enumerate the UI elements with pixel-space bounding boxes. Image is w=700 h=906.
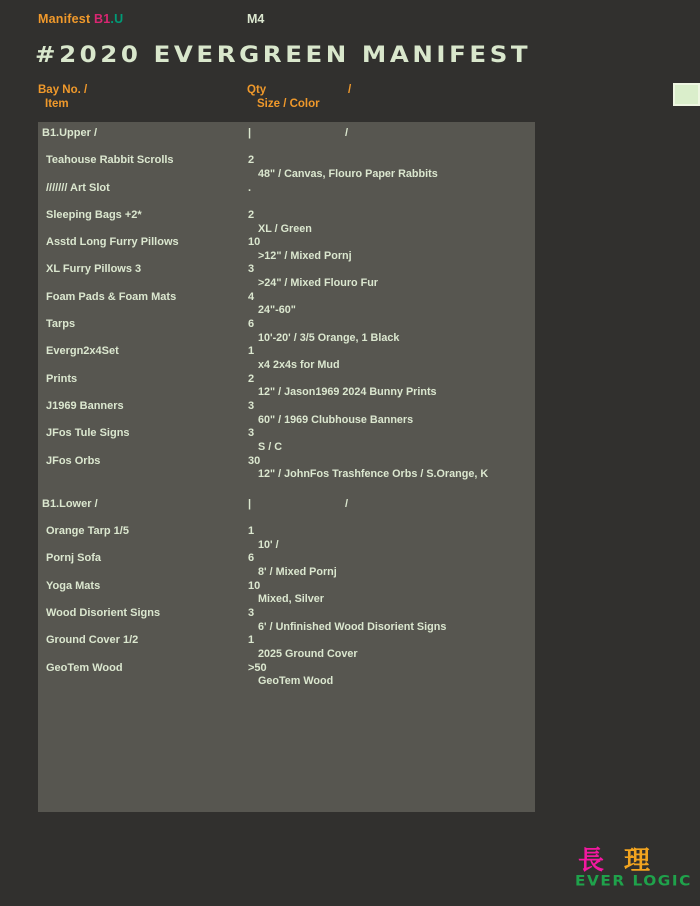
item-name: XL Furry Pillows 3 (46, 263, 142, 276)
table-row (38, 525, 535, 552)
table-row (38, 236, 535, 263)
table-row (38, 580, 535, 607)
section-header-row (38, 498, 535, 525)
item-size-color: >12" / Mixed Pornj (258, 249, 352, 262)
item-qty: 1 (248, 525, 255, 538)
item-size-color: 48" / Canvas, Flouro Paper Rabbits (258, 167, 438, 180)
item-qty: 2 (248, 154, 255, 167)
item-qty: 10 (248, 236, 261, 249)
item-size-color: x4 2x4s for Mud (258, 359, 340, 372)
item-size-color: XL / Green (258, 222, 312, 235)
corner-color-swatch (673, 83, 700, 106)
item-qty: . (248, 181, 252, 194)
item-size-color: 12" / Jason1969 2024 Bunny Prints (258, 386, 437, 399)
item-size-color: >24" / Mixed Flouro Fur (258, 277, 379, 290)
table-row (38, 291, 535, 318)
item-qty: 3 (248, 427, 255, 440)
manifest-label: Manifest (38, 12, 91, 26)
bay-code-teal: .U (110, 12, 124, 26)
item-size-color: 2025 Ground Cover (258, 647, 358, 660)
item-name: Sleeping Bags +2* (46, 208, 142, 221)
item-qty: 10 (248, 579, 261, 592)
item-name: JFos Orbs (46, 454, 101, 467)
item-name: Foam Pads & Foam Mats (46, 290, 177, 303)
column-header-item: Item (45, 97, 69, 110)
table-row (38, 263, 535, 290)
item-qty: 3 (248, 263, 255, 276)
section-header-row (38, 127, 535, 154)
table-row (38, 552, 535, 579)
item-name: Tarps (46, 318, 76, 331)
item-name: Wood Disorient Signs (46, 607, 161, 620)
item-qty: 6 (248, 552, 255, 565)
section-slash: / (345, 497, 349, 510)
item-qty: 4 (248, 290, 255, 303)
item-size-color: S / C (258, 440, 282, 453)
item-name: Asstd Long Furry Pillows (46, 236, 179, 249)
item-size-color: 12" / JohnFos Trashfence Orbs / S.Orange, K (258, 468, 489, 481)
item-size-color: 10' / (258, 538, 279, 551)
item-name: Evergn2x4Set (46, 345, 119, 358)
logo-cjk-char-2: 理 (624, 846, 651, 876)
item-name: J1969 Banners (46, 399, 124, 412)
section-qty-mark: | (248, 497, 252, 510)
section-slash: / (345, 127, 349, 139)
table-row (38, 427, 535, 454)
manifest-table (38, 122, 535, 812)
item-name: Pornj Sofa (46, 552, 102, 565)
column-header-slash: / (348, 84, 352, 96)
item-size-color: GeoTem Wood (258, 675, 334, 688)
item-size-color: 8' / Mixed Pornj (258, 566, 337, 579)
column-header-qty: Qty (247, 84, 267, 96)
item-size-color: Mixed, Silver (258, 593, 325, 606)
logo-cjk-char-1: 長 (578, 846, 605, 876)
section-gap (38, 482, 535, 498)
section-qty-mark: | (248, 127, 252, 139)
item-name: JFos Tule Signs (46, 427, 130, 440)
column-header-bay-no: Bay No. / (38, 84, 88, 96)
item-name: Prints (46, 372, 78, 385)
item-name: Teahouse Rabbit Scrolls (46, 154, 174, 167)
item-name: Ground Cover 1/2 (46, 634, 139, 647)
item-qty: >50 (248, 661, 267, 674)
item-name: /////// Art Slot (46, 181, 110, 194)
page-title: #2020 EVERGREEN MANIFEST (35, 42, 532, 68)
bay-code-pink: B1 (94, 12, 111, 26)
item-qty: 2 (248, 372, 255, 385)
document-header (38, 12, 123, 26)
item-name: Yoga Mats (46, 579, 101, 592)
table-row (38, 318, 535, 345)
section-name: B1.Lower / (42, 497, 98, 510)
item-qty: 3 (248, 607, 255, 620)
item-size-color: 10'-20' / 3/5 Orange, 1 Black (258, 331, 400, 344)
table-row (38, 209, 535, 236)
table-row (38, 662, 535, 689)
item-size-color: 24"-60" (258, 304, 296, 317)
item-size-color: 6' / Unfinished Wood Disorient Signs (258, 620, 447, 633)
item-name: GeoTem Wood (46, 661, 123, 674)
column-header-size-color: Size / Color (257, 97, 320, 110)
item-qty: 6 (248, 318, 255, 331)
table-row (38, 634, 535, 661)
table-row (38, 373, 535, 400)
table-row (38, 182, 535, 209)
item-qty: 30 (248, 454, 261, 467)
logo-brand-text: EVER LOGIC (575, 872, 692, 890)
table-row (38, 154, 535, 181)
item-qty: 2 (248, 208, 255, 221)
item-qty: 1 (248, 345, 255, 358)
item-qty: 1 (248, 634, 255, 647)
item-name: Orange Tarp 1/5 (46, 525, 129, 538)
table-row (38, 345, 535, 372)
table-row (38, 607, 535, 634)
module-code: M4 (247, 12, 265, 26)
table-row (38, 455, 535, 482)
item-size-color: 60" / 1969 Clubhouse Banners (258, 413, 414, 426)
table-row (38, 400, 535, 427)
section-name: B1.Upper / (42, 127, 98, 139)
item-qty: 3 (248, 399, 255, 412)
